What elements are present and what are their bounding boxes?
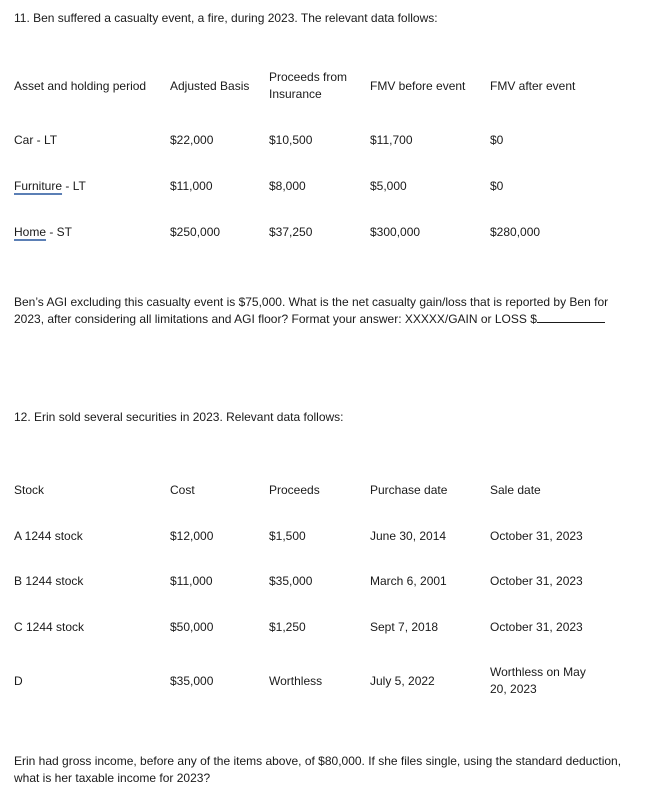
q12-question-line2: what is her taxable income for 2023?: [14, 771, 211, 785]
q12-row-sale-date: October 31, 2023: [490, 529, 583, 543]
q12-header-stock: Stock: [14, 483, 45, 497]
q11-row-proceeds: $8,000: [269, 179, 306, 193]
q12-heading: 12. Erin sold several securities in 2023. Relevant data follows:: [14, 410, 344, 424]
q11-row-fmv-after: $0: [490, 133, 504, 147]
q11-row-asset: [14, 178, 86, 194]
answer-blank[interactable]: [537, 311, 605, 323]
q11-header-fmv-before: FMV before event: [370, 79, 466, 93]
q12-row-purchase-date: Sept 7, 2018: [370, 620, 439, 634]
q12-row-cost: $50,000: [170, 620, 214, 634]
q11-row-fmv-after: $0: [490, 179, 504, 193]
q12-header-purchase-date: Purchase date: [370, 483, 448, 497]
q11-header-fmv-after: FMV after event: [490, 79, 576, 93]
holding-period: - LT: [62, 179, 86, 193]
q11-row-fmv-before: $11,700: [370, 133, 413, 147]
q12-row-purchase-date: March 6, 2001: [370, 574, 447, 588]
q12-question-line1: Erin had gross income, before any of the items above, of $80,000. If she files single, using the standard deduction,: [14, 754, 622, 768]
holding-period: - LT: [33, 133, 58, 147]
q12-row-proceeds: $35,000: [269, 574, 313, 588]
q11-row-asset: [14, 132, 57, 148]
q11-row-basis: $11,000: [170, 179, 213, 193]
q11-row-fmv-before: $300,000: [370, 225, 421, 239]
q11-question-line2: [14, 311, 605, 327]
q12-row-stock: D: [14, 674, 23, 688]
q12-row-proceeds: $1,500: [269, 529, 306, 543]
q11-header-proceeds-line1: Proceeds from: [269, 70, 348, 84]
q12-row-purchase-date: July 5, 2022: [370, 674, 435, 688]
q11-row-basis: $250,000: [170, 225, 221, 239]
q11-header-basis: Adjusted Basis: [170, 79, 250, 93]
q11-row-fmv-before: $5,000: [370, 179, 407, 193]
q12-header-cost: Cost: [170, 483, 195, 497]
q12-row-proceeds: Worthless: [269, 674, 323, 688]
q12-row-stock: B 1244 stock: [14, 574, 84, 588]
q12-row-proceeds: $1,250: [269, 620, 306, 634]
q11-header-asset: Asset and holding period: [14, 79, 147, 93]
q12-row-stock: C 1244 stock: [14, 620, 85, 634]
q11-row-basis: $22,000: [170, 133, 214, 147]
q12-row-sale-date: October 31, 2023: [490, 574, 583, 588]
q11-question-text: 2023, after considering all limitations and AGI floor? Format your answer: XXXXX/GAIN or LOSS $: [14, 312, 537, 326]
q11-row-asset: [14, 224, 72, 240]
asset-name: Car: [14, 133, 34, 147]
q12-header-sale-date: Sale date: [490, 483, 541, 497]
q12-row-sale-date-line1: Worthless on May: [490, 665, 586, 679]
q12-row-cost: $12,000: [170, 529, 214, 543]
asset-name: Furniture: [14, 179, 63, 193]
q11-question-line1: Ben’s AGI excluding this casualty event is $75,000. What is the net casualty gain/loss that is reported by Ben for: [14, 295, 609, 309]
q11-heading: 11. Ben suffered a casualty event, a fire, during 2023. The relevant data follows:: [14, 11, 438, 25]
q11-row-proceeds: $10,500: [269, 133, 313, 147]
q12-header-proceeds: Proceeds: [269, 483, 320, 497]
q12-row-sale-date-line2: 20, 2023: [490, 682, 537, 696]
q12-row-stock: A 1244 stock: [14, 529, 83, 543]
q11-row-proceeds: $37,250: [269, 225, 313, 239]
q11-row-fmv-after: $280,000: [490, 225, 541, 239]
q12-row-purchase-date: June 30, 2014: [370, 529, 447, 543]
q11-header-proceeds-line2: Insurance: [269, 87, 322, 101]
asset-name: Home: [14, 225, 47, 239]
q12-row-cost: $35,000: [170, 674, 214, 688]
holding-period: - ST: [46, 225, 73, 239]
q12-row-sale-date: October 31, 2023: [490, 620, 583, 634]
q12-row-cost: $11,000: [170, 574, 213, 588]
